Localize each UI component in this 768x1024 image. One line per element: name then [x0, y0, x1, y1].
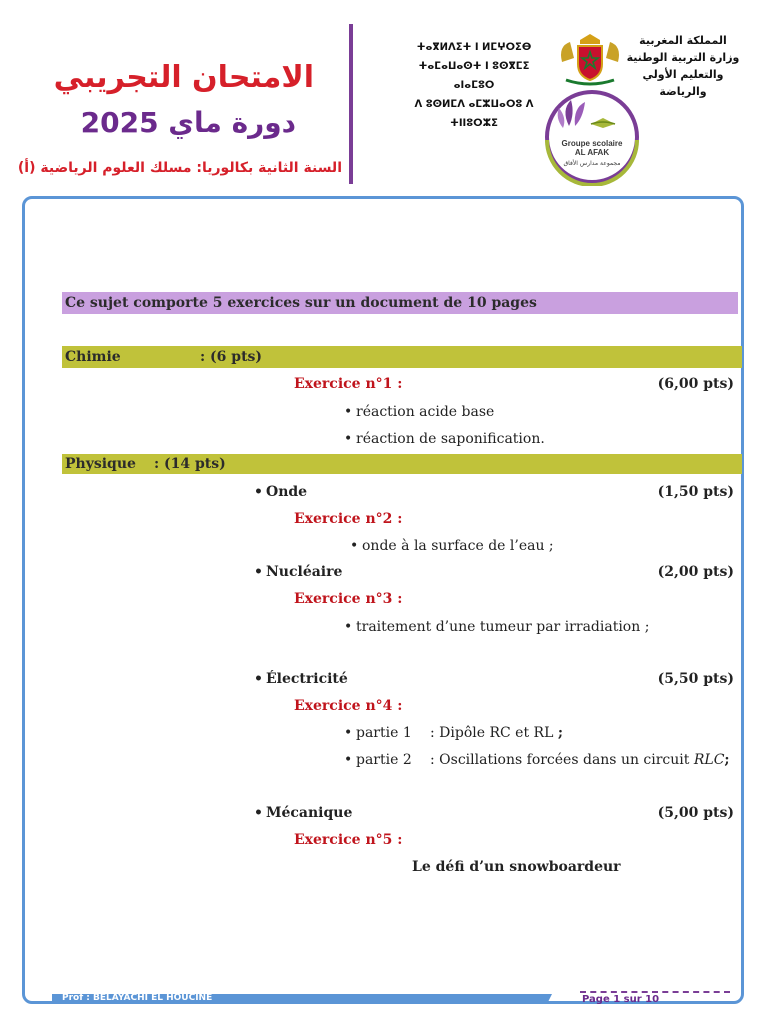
ministry-line: والتعليم الأولي والرياضة — [642, 68, 724, 98]
exercise-2-label: Exercice n°2 : — [294, 511, 403, 527]
ministry-line: المملكة المغربية — [639, 34, 727, 47]
part-text — [430, 752, 730, 768]
school-logo-text: Groupe scolaire — [561, 139, 623, 148]
part-label: partie 2 — [356, 752, 412, 768]
part-text-main: : Oscillations forcées dans un circuit — [430, 752, 694, 768]
footer-teacher: Prof : BELAYACHI EL HOUCINE — [62, 993, 213, 1003]
exam-session: دورة ماي 2025 — [80, 106, 296, 139]
exercise-3-label: Exercice n°3 : — [294, 591, 403, 607]
section-nucleaire-points: (2,00 pts) — [657, 564, 734, 580]
physics-label: Physique — [65, 456, 136, 472]
tifinagh-line: ⵜⴰⴳⵍⴷⵉⵜ ⵏ ⵍⵎⵖⵔⵉⴱ — [416, 42, 532, 53]
section-onde-title: • Onde — [266, 484, 307, 500]
section-mecanique-title: • Mécanique — [266, 805, 352, 821]
list-item: • onde à la surface de l’eau ; — [362, 538, 554, 554]
summary-band: Ce sujet comporte 5 exercices sur un document de 10 pages — [62, 292, 738, 314]
header-title-block — [17, 26, 348, 186]
footer-divider — [580, 991, 730, 993]
tifinagh-line: ⴷ ⵓⵙⵍⵎⴷ ⴰⵎⵣⵡⴰⵔⵓ ⴷ ⵜⵏⵏⵓⵔⵣⵉ — [414, 99, 534, 129]
list-item — [356, 725, 563, 741]
exercise-5-label: Exercice n°5 : — [294, 832, 403, 848]
moroccan-coat-of-arms-icon — [556, 32, 624, 86]
section-onde-points: (1,50 pts) — [657, 484, 734, 500]
section-electricite-title: • Électricité — [266, 671, 348, 687]
exercise-1-points: (6,00 pts) — [657, 376, 734, 392]
chemistry-points: : (6 pts) — [200, 349, 263, 365]
school-logo-text: AL AFAK — [574, 148, 610, 157]
section-nucleaire-title: • Nucléaire — [266, 564, 342, 580]
list-item — [356, 752, 730, 768]
part-label: partie 1 — [356, 725, 412, 741]
physics-band — [62, 454, 742, 474]
footer-page-number: Page 1 sur 10 — [582, 994, 660, 1005]
list-item: • réaction acide base — [356, 404, 494, 420]
part-text — [430, 725, 563, 741]
part-text-suffix: ; — [557, 725, 563, 741]
chemistry-label: Chimie — [65, 349, 121, 365]
list-item: • réaction de saponification. — [356, 431, 545, 447]
ministry-line: وزارة التربية الوطنية — [626, 51, 740, 64]
part-text-italic: RLC — [693, 752, 725, 768]
ministry-name-tifinagh — [400, 38, 548, 133]
exam-title: الامتحان التجريبي — [53, 60, 314, 95]
list-item: • traitement d’une tumeur par irradiation ; — [356, 619, 649, 635]
exercise-4-label: Exercice n°4 : — [294, 698, 403, 714]
tifinagh-line: ⵜⴰⵎⴰⵡⴰⵙⵜ ⵏ ⵓⵙⴳⵎⵉ ⴰⵏⴰⵎⵓⵔ — [418, 61, 530, 91]
school-logo — [541, 88, 643, 186]
school-logo-text: مجموعة مدارس الأفاق — [563, 160, 621, 167]
exercise-1-label: Exercice n°1 : — [294, 376, 403, 392]
part-text-suffix: ; — [724, 752, 730, 768]
header-divider — [349, 24, 353, 184]
exercise-5-subtitle: Le défi d’un snowboardeur — [412, 859, 621, 875]
chemistry-band — [62, 346, 742, 368]
part-text-main: : Dipôle RC et RL — [430, 725, 554, 741]
section-electricite-points: (5,50 pts) — [657, 671, 734, 687]
section-mecanique-points: (5,00 pts) — [657, 805, 734, 821]
physics-points: : (14 pts) — [154, 456, 226, 472]
exam-level: السنة الثانية بكالوريا: مسلك العلوم الرياضية (أ) — [17, 160, 342, 176]
